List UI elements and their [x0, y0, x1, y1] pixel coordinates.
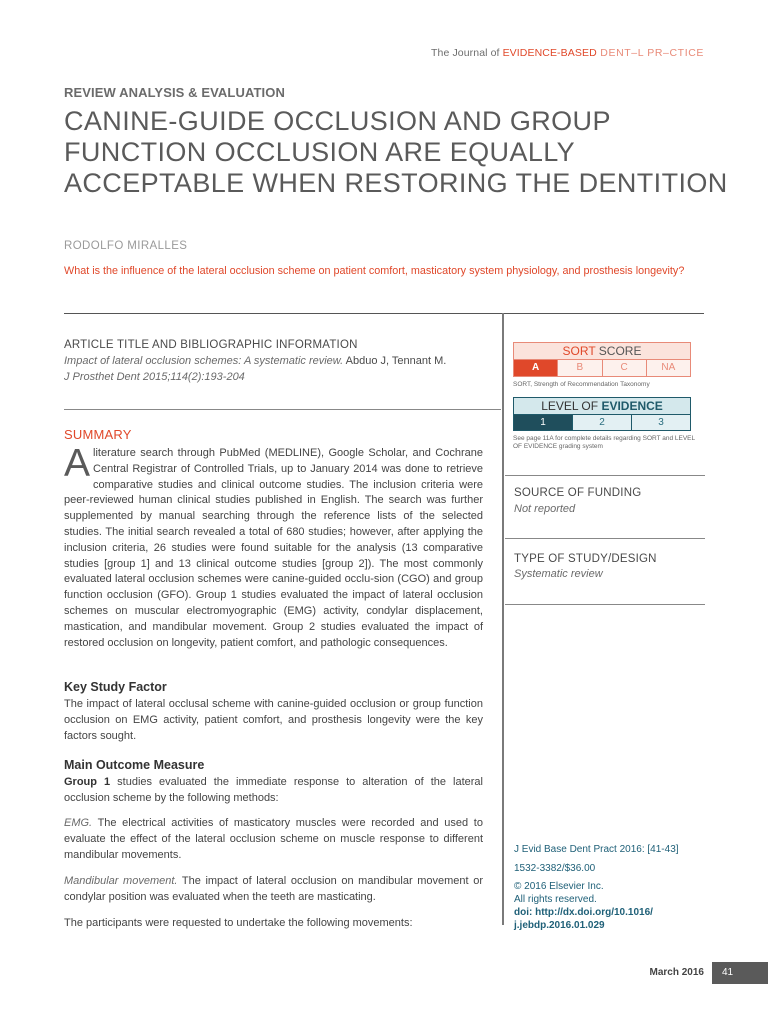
- sort-label: SORT: [562, 344, 596, 358]
- sort-grade-cell: NA: [647, 360, 691, 377]
- loe-levels: [513, 415, 691, 431]
- sort-grade-cell: B: [558, 360, 602, 377]
- level-of-evidence-box: [513, 397, 691, 431]
- title-line: FUNCTION OCCLUSION ARE EQUALLY: [64, 137, 576, 167]
- bib-divider: [64, 409, 501, 410]
- doi-link-1[interactable]: http://dx.doi.org/10.1016/: [532, 907, 653, 918]
- loe-level-cell: 3: [632, 415, 691, 431]
- bib-heading: ARTICLE TITLE AND BIBLIOGRAPHIC INFORMATION: [64, 339, 358, 351]
- drop-cap: A: [64, 442, 91, 485]
- score-label: SCORE: [595, 344, 642, 358]
- citation-block: [514, 880, 653, 932]
- bib-authors: Abduo J, Tennant M.: [343, 355, 447, 367]
- doi-label: doi:: [514, 907, 533, 918]
- sort-score-header: [513, 342, 691, 360]
- summary-paragraph: [64, 442, 483, 651]
- sort-grade-cell: C: [603, 360, 647, 377]
- study-type-value: Systematic review: [514, 568, 603, 580]
- citation-ref: J Evid Base Dent Pract 2016: [41-43]: [514, 844, 679, 855]
- citation-issn: 1532-3382/$36.00: [514, 863, 596, 874]
- participants-paragraph: The participants were requested to undertake the following movements:: [64, 917, 413, 929]
- mandibular-label: Mandibular movement.: [64, 875, 178, 887]
- bib-reference: [64, 353, 494, 385]
- clinical-question: What is the influence of the lateral occlusion scheme on patient comfort, masticatory system physiology, and prosthesis longevity?: [64, 265, 685, 277]
- bibliographic-info: [64, 339, 494, 385]
- sort-score-box: [513, 342, 691, 377]
- loe-note: See page 11A for complete details regarding SORT and LEVEL OF EVIDENCE grading system: [513, 435, 695, 450]
- summary-heading: SUMMARY: [64, 427, 132, 442]
- right-divider-2: [505, 538, 705, 539]
- title-line: CANINE-GUIDE OCCLUSION AND GROUP: [64, 106, 611, 136]
- doi-link-2[interactable]: j.jebdp.2016.01.029: [514, 920, 605, 931]
- mandibular-text: The impact of lateral occlusion on mandibular movement or condylar position was evaluated when the teeth are masticating.: [64, 875, 483, 903]
- funding-heading: SOURCE OF FUNDING: [514, 487, 642, 499]
- loe-bold: EVIDENCE: [601, 399, 663, 413]
- mandibular-paragraph: [64, 874, 483, 906]
- citation-rights: All rights reserved.: [514, 894, 597, 905]
- top-divider: [64, 313, 704, 314]
- journal-evidence-based: EVIDENCE-BASED: [502, 47, 597, 59]
- bib-journal: J Prosthet Dent 2015;114(2):193-204: [64, 371, 245, 383]
- journal-header: [431, 47, 704, 59]
- sort-grade-cell: A: [513, 360, 558, 377]
- sort-grades: [513, 360, 691, 377]
- funding-value: Not reported: [514, 503, 576, 515]
- title-line: ACCEPTABLE WHEN RESTORING THE DENTITION: [64, 168, 728, 198]
- emg-label: EMG.: [64, 817, 93, 829]
- summary-text: literature search through PubMed (MEDLINE), Google Scholar, and Cochrane Central Registrar of Controlled Trials, up to January 2014 was done to retrieve comparative studies and clinical outcome studies. The inclusion criteria were peer-reviewed human clinical studies published in English. The search was further supplemented by manual searching through the reference lists of the selected studies. The initial search revealed a total of 680 studies; however, after applying the inclusion criteria, 26 studies were found suitable for the analysis (13 comparative studies [group 1] and 13 clinical outcome studies [group 2]). The most commonly evaluated lateral occlusion schemes were canine-guided occlu-sion (CGO) and group function occlusion (GFO). Group 1 studies evaluated the impact of lateral occlusion schemes on muscular electromyographic (EMG) activity, condylar displacement, mastication, and mandibular movement. Group 2 studies evaluated the impact of restored occlusion on longevity, patient comfort, and pathologic consequences.: [64, 447, 483, 649]
- section-kicker: REVIEW ANALYSIS & EVALUATION: [64, 85, 285, 100]
- emg-text: The electrical activities of masticatory muscles were recorded and used to evaluate the effect of the lateral occlusion scheme on muscle response to different mandibular movements.: [64, 817, 483, 861]
- key-study-factor-text: The impact of lateral occlusal scheme with canine-guided occlusion or group function occlusion on EMG activity, patient comfort, and prosthesis longevity were the key factors sought.: [64, 698, 483, 742]
- emg-paragraph: [64, 816, 483, 863]
- citation-copyright: © 2016 Elsevier Inc.: [514, 881, 604, 892]
- right-divider-1: [505, 475, 705, 476]
- author-name: RODOLFO MIRALLES: [64, 240, 188, 252]
- bib-title: Impact of lateral occlusion schemes: A systematic review.: [64, 355, 344, 367]
- article-title: [64, 106, 728, 199]
- key-study-factor-heading: Key Study Factor: [64, 680, 167, 694]
- sort-note: SORT, Strength of Recommendation Taxonomy: [513, 381, 650, 388]
- right-divider-3: [505, 604, 705, 605]
- group-label: Group 1: [64, 776, 111, 788]
- loe-header: [513, 397, 691, 415]
- footer-date: March 2016: [649, 967, 704, 978]
- group-text: studies evaluated the immediate response to alteration of the lateral occlusion scheme by the following methods:: [64, 776, 483, 804]
- loe-prefix: LEVEL OF: [541, 399, 602, 413]
- journal-prefix: The Journal of: [431, 47, 503, 59]
- study-type-heading: TYPE OF STUDY/DESIGN: [514, 553, 657, 565]
- loe-level-cell: 2: [573, 415, 632, 431]
- main-outcome-text: [64, 775, 483, 807]
- page-number: 41: [712, 962, 768, 984]
- loe-level-cell: 1: [513, 415, 573, 431]
- main-outcome-heading: Main Outcome Measure: [64, 758, 205, 772]
- column-divider: [502, 313, 504, 925]
- journal-suffix: DENT–L PR–CTICE: [596, 47, 704, 59]
